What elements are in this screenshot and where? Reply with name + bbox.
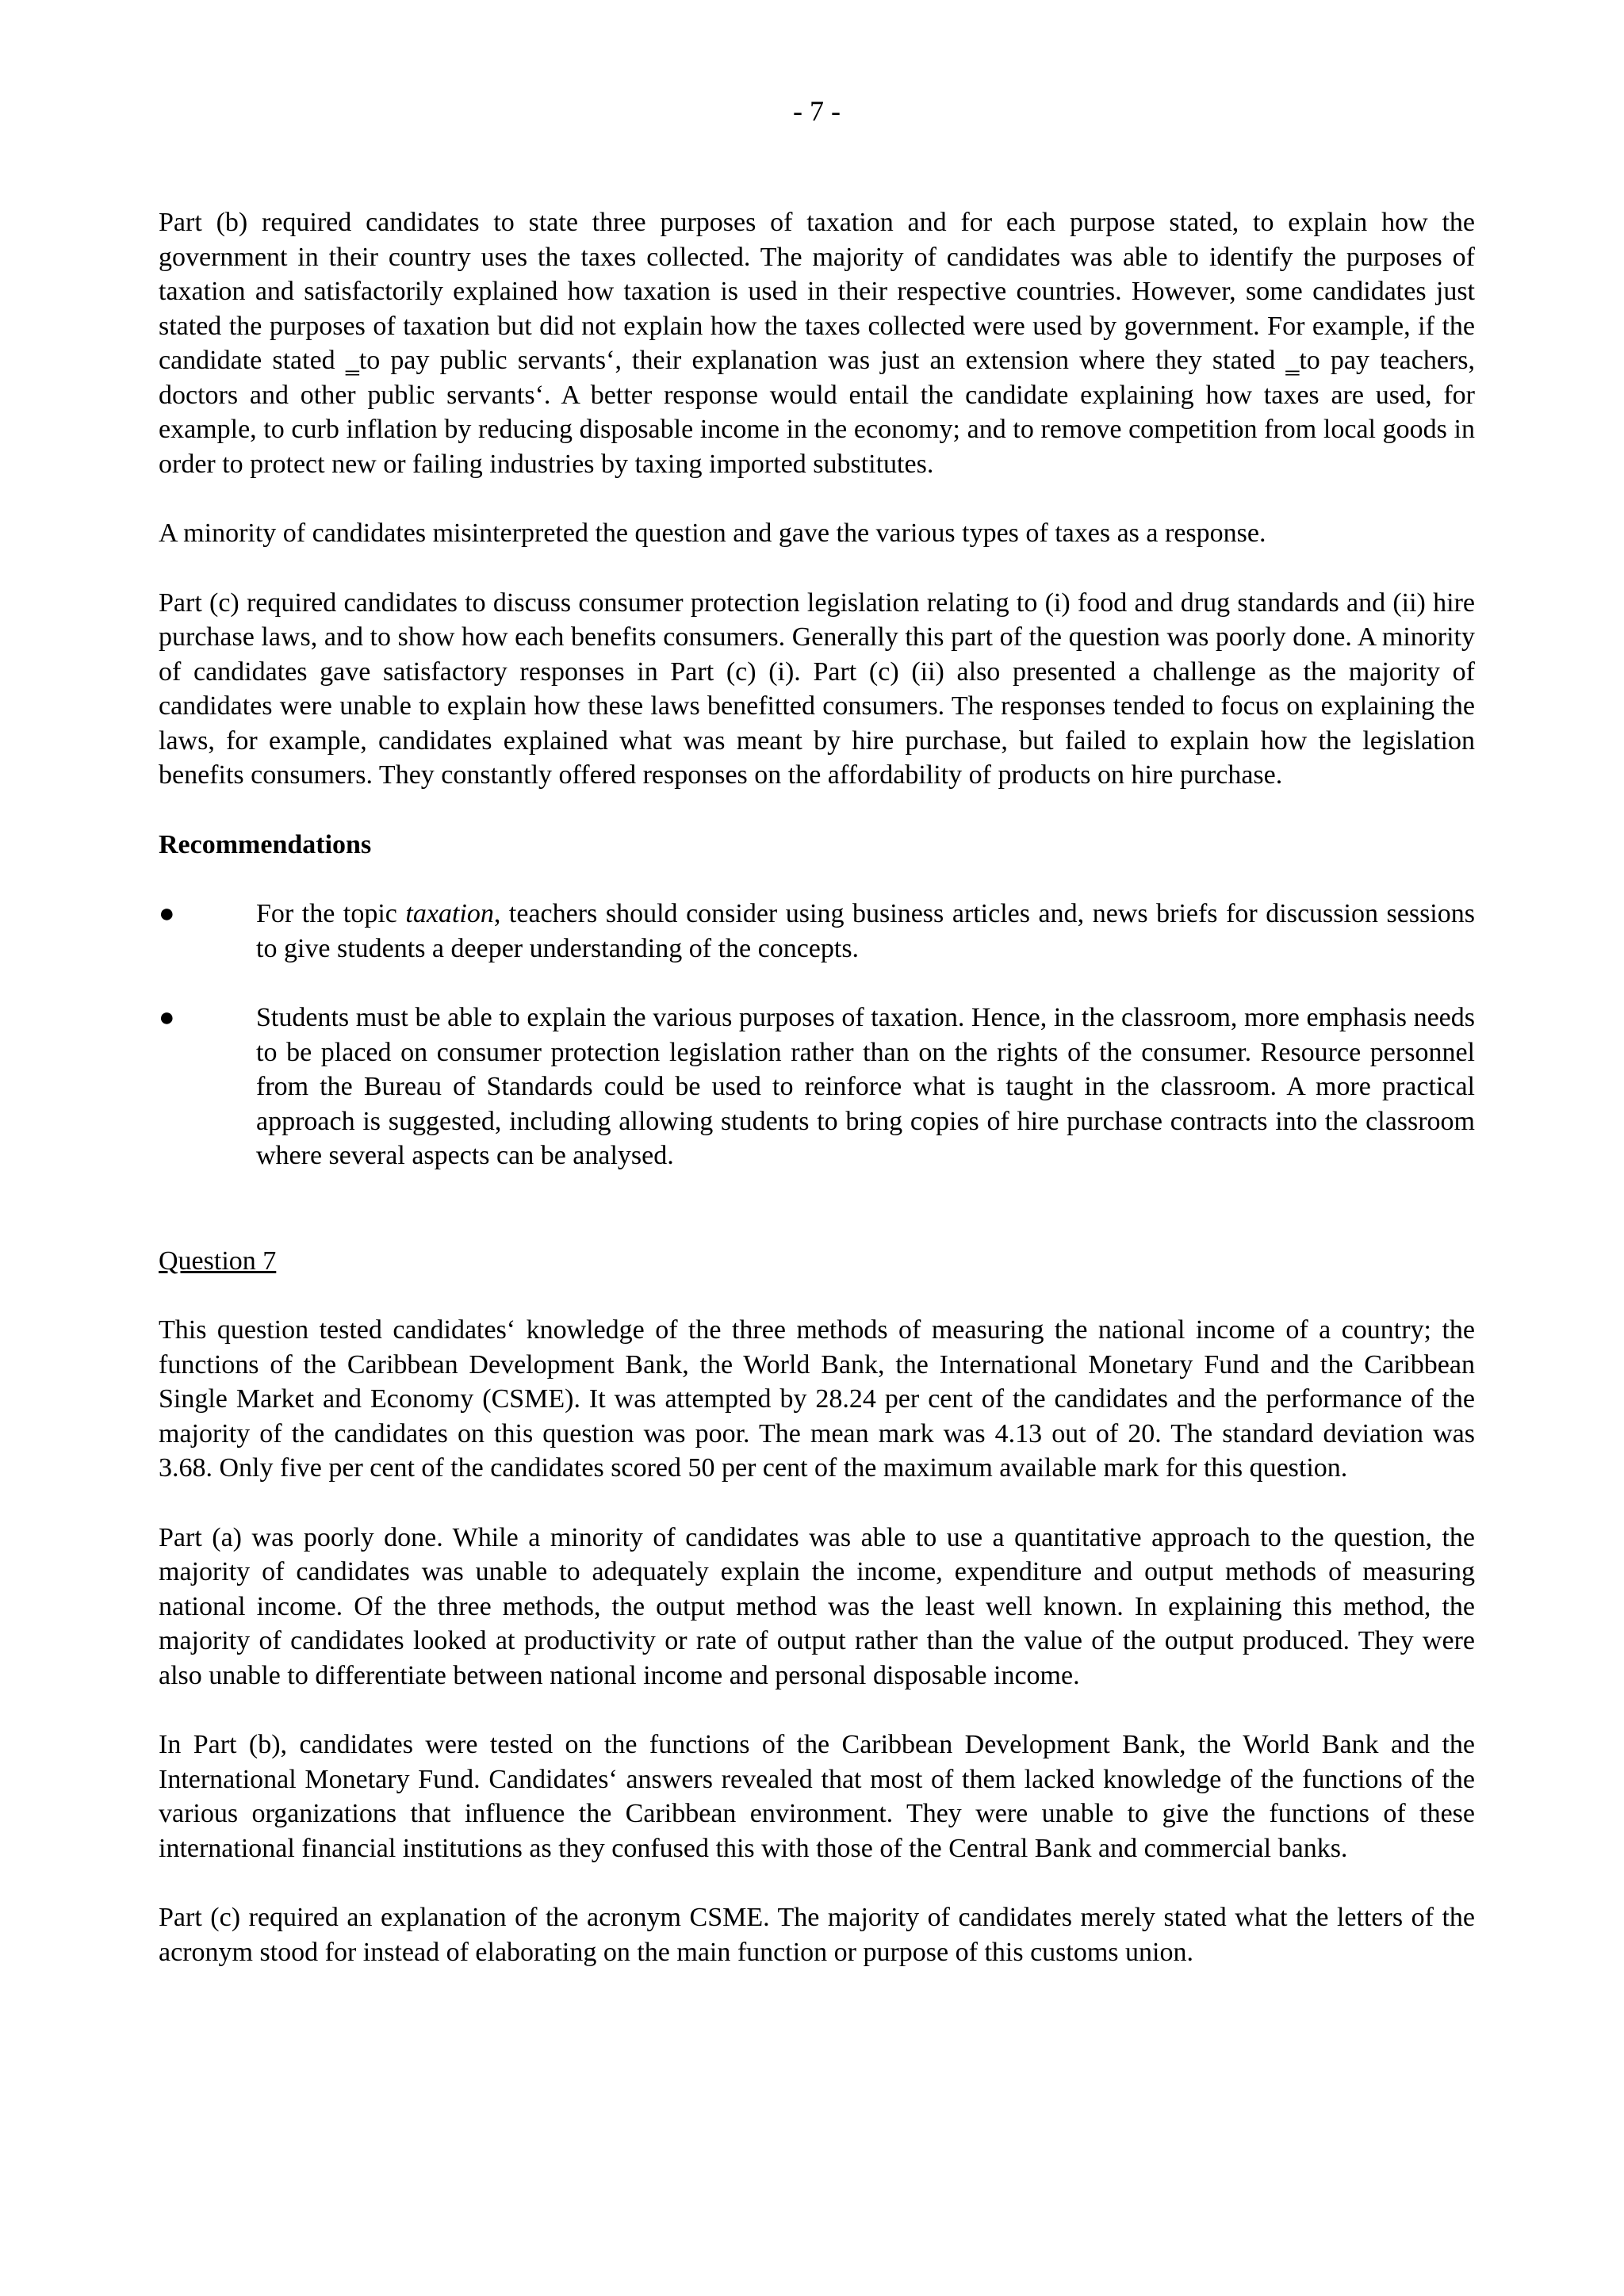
- emphasis-taxation: taxation: [405, 899, 494, 928]
- q6-part-c-paragraph: Part (c) required candidates to discuss consumer protection legislation relating to (i) food and drug standards and (ii) hire purchase laws, and to show how each benefits consumers. Generally this part of the question was poorly done. A minority of candidates gave satisfactory responses in Part (c) (i). Part (c) (ii) also presented a challenge as the majority of candidates were unable to explain how these laws benefitted consumers. The responses tended to focus on explaining the laws, for example, candidates explained what was meant by hire purchase, but failed to explain how the legislation benefits consumers. They constantly offered responses on the affordability of products on hire purchase.: [159, 587, 1475, 790]
- q6-minority-paragraph: A minority of candidates misinterpreted the question and gave the various types of taxes as a response.: [159, 519, 1266, 548]
- recommendation-item-1: [159, 897, 1475, 966]
- q7-part-a-paragraph: Part (a) was poorly done. While a minority of candidates was able to use a quantitative approach to the question, the majority of candidates was unable to adequately explain the income, expenditure and output methods of measuring national income. Of the three methods, the output method was the least well known. In explaining this method, the majority of candidates looked at productivity or rate of output rather than the value of the output produced. They were also unable to differentiate between national income and personal disposable income.: [159, 1522, 1475, 1690]
- page-number: - 7 -: [793, 95, 841, 127]
- question-7-heading: Question 7: [159, 1246, 277, 1276]
- bullet-icon: ●: [159, 1003, 175, 1032]
- recommendation-text-2: Students must be able to explain the various purposes of taxation. Hence, in the classroom, more emphasis needs to be placed on consumer protection legislation rather than on the rights of the consumer. Resource personnel from the Bureau of Standards could be used to reinforce what is taught in the classroom. A more practical approach is suggested, including allowing students to bring copies of hire purchase contracts into the classroom where several aspects can be analysed.: [256, 1003, 1475, 1170]
- q6-part-b-paragraph: Part (b) required candidates to state three purposes of taxation and for each purpose stated, to explain how the government in their country uses the taxes collected. The majority of candidates was able to identify the purposes of taxation and satisfactorily explained how taxation is used in their respective countries. However, some candidates just stated the purposes of taxation but did not explain how the taxes collected were used by government. For example, if the candidate stated ‗to pay public servants‘, their explanation was just an extension where they stated ‗to pay teachers, doctors and other public servants‘. A better response would entail the candidate explaining how taxes are used, for example, to curb inflation by reducing disposable income in the economy; and to remove competition from local goods in order to protect new or failing industries by taxing imported substitutes.: [159, 208, 1476, 479]
- bullet-icon: ●: [159, 899, 175, 928]
- quote-pay-public-servants: ‗to pay public servants‘: [345, 346, 615, 375]
- q7-part-c-paragraph: Part (c) required an explanation of the acronym CSME. The majority of candidates merely stated what the letters of the acronym stood for instead of elaborating on the main function or purpose of this customs union.: [159, 1903, 1475, 1967]
- q7-part-b-paragraph: In Part (b), candidates were tested on the functions of the Caribbean Development Bank, the World Bank and the International Monetary Fund. Candidates‘ answers revealed that most of them lacked knowledge of the functions of the various organizations that influence the Caribbean environment. They were unable to give the functions of these international financial institutions as they confused this with those of the Central Bank and commercial banks.: [159, 1730, 1475, 1863]
- page-content: [159, 205, 1475, 1969]
- q7-intro-paragraph: This question tested candidates‘ knowledge of the three methods of measuring the national income of a country; the functions of the Caribbean Development Bank, the World Bank, the International Monetary Fund and the Caribbean Single Market and Economy (CSME). It was attempted by 28.24 per cent of the candidates and the performance of the majority of the candidates on this question was poor. The mean mark was 4.13 out of 20. The standard deviation was 3.68. Only five per cent of the candidates scored 50 per cent of the maximum available mark for this question.: [159, 1315, 1475, 1483]
- recommendation-item-2: [159, 1001, 1475, 1173]
- recommendation-text-1: For the topic taxation, teachers should consider using business articles and, news briefs for discussion sessions to give students a deeper understanding of the concepts.: [256, 899, 1475, 963]
- recommendations-heading: Recommendations: [159, 829, 372, 859]
- quote-pay-teachers: ‗to pay teachers, doctors and other public servants‘: [159, 346, 1476, 410]
